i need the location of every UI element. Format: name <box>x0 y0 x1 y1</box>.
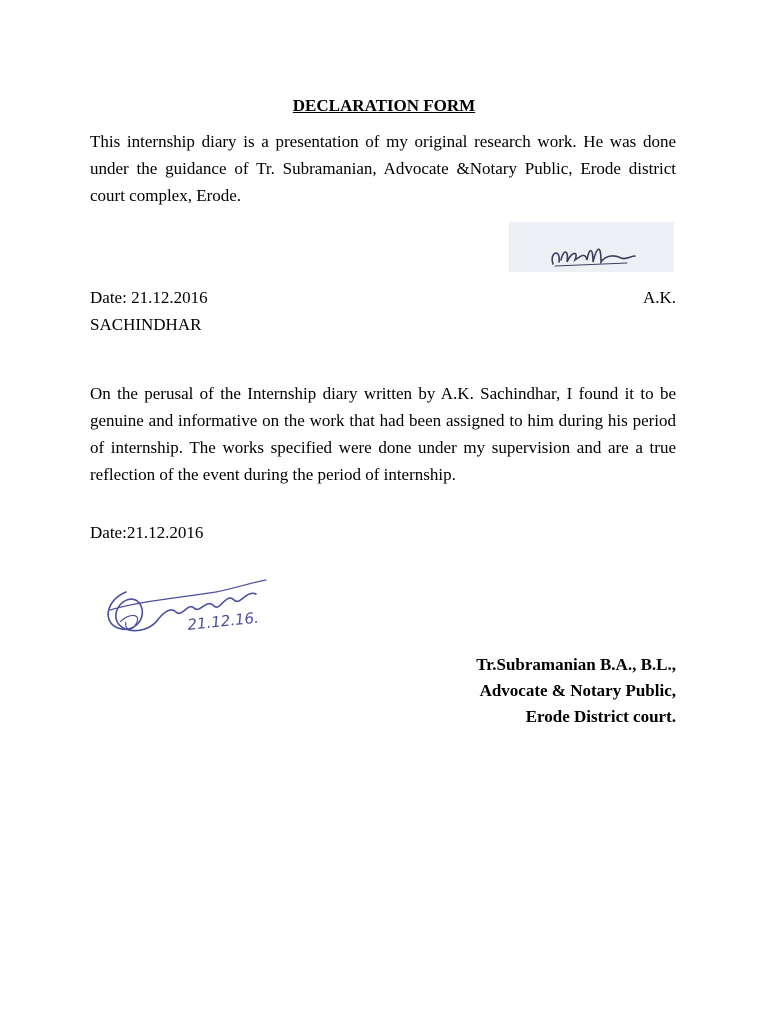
advocate-block <box>476 652 676 730</box>
advocate-court: Erode District court. <box>525 707 676 726</box>
advocate-signature <box>96 552 276 652</box>
author-initials: A.K. <box>642 288 676 307</box>
author-signature <box>509 222 674 272</box>
advocate-signature-date: 21.12.16. <box>186 608 260 634</box>
page-title: DECLARATION FORM <box>292 96 476 115</box>
author-date-line <box>90 284 676 311</box>
author-name: SACHINDHAR <box>90 315 202 334</box>
declaration-paragraph: This internship diary is a presentation of my original research work. He was done under the guidance of Tr. Subramanian, Advocate &Notary Public, Erode district court complex, Erode. <box>90 132 676 205</box>
author-date: Date: 21.12.2016 <box>90 288 208 307</box>
advocate-date: Date:21.12.2016 <box>90 523 204 542</box>
certification-paragraph: On the perusal of the Internship diary written by A.K. Sachindhar, I found it to be genuine and informative on the work that had been assigned to him during his period of internship. The works specified were done under my supervision and are a true reflection of the event during the period of internship. <box>90 384 676 484</box>
advocate-title: Advocate & Notary Public, <box>479 681 676 700</box>
advocate-name: Tr.Subramanian B.A., B.L., <box>476 655 676 674</box>
